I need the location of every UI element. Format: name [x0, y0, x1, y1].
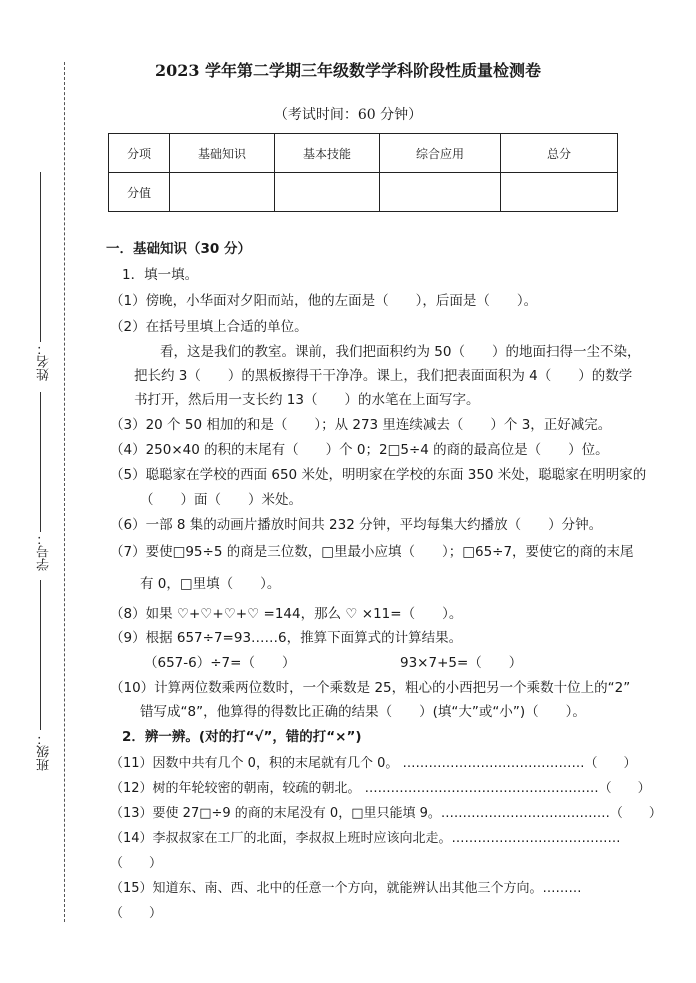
score-header-cell: 基础知识: [170, 134, 275, 173]
question-3: （3）20 个 50 相加的和是（ ）；从 273 里连续减去（ ）个 3，正好减完。: [110, 417, 612, 433]
question-10-line-2: 错写成“8”，他算得的得数比正确的结果（ ）(填“大”或“小”)（ ）。: [140, 704, 586, 720]
question-4: （4）250×40 的积的末尾有（ ）个 0；2□5÷4 的商的最高位是（ ）位。: [110, 442, 609, 458]
question-7-line-1: （7）要使□95÷5 的商是三位数，□里最小应填（ ）；□65÷7，要使它的商的末尾: [110, 544, 634, 560]
class-underline: [40, 580, 41, 730]
student-number-underline: [40, 392, 41, 532]
question-2: （2）在括号里填上合适的单位。: [110, 319, 308, 335]
question-5-line-1: （5）聪聪家在学校的西面 650 米处，明明家在学校的东面 350 米处，聪聪家在明明家的: [110, 467, 647, 483]
question-15-answer[interactable]: （ ）: [110, 906, 163, 921]
score-input-cell[interactable]: [501, 173, 618, 212]
section-heading: 一．基础知识（30 分）: [106, 241, 251, 257]
question-2-line-2: 把长约 3（ ）的黑板擦得干干净净。课上，我们把表面面积为 4（ ）的数学: [134, 368, 633, 384]
question-9-calc-a: （657-6）÷7=（ ）: [144, 655, 296, 671]
class-label: 班级：: [37, 732, 52, 771]
question-14: （14）李叔叔家在工厂的北面，李叔叔上班时应该向北走。…………………………………: [110, 831, 621, 846]
question-14-answer[interactable]: （ ）: [110, 856, 163, 871]
question-7-line-2: 有 0，□里填（ ）。: [140, 576, 281, 592]
question-2-line-3: 书打开，然后用一支长约 13（ ）的水笔在上面写字。: [134, 392, 480, 408]
question-15: （15）知道东、南、西、北中的任意一个方向，就能辨认出其他三个方向。………: [110, 881, 582, 896]
question-1: （1）傍晚，小华面对夕阳而站，他的左面是（ ），后面是（ ）。: [110, 293, 538, 309]
score-input-cell[interactable]: [170, 173, 275, 212]
score-header-cell: 总分: [501, 134, 618, 173]
score-table: [108, 133, 618, 212]
part-heading: 1．填一填。: [122, 267, 199, 283]
score-input-cell[interactable]: [380, 173, 501, 212]
question-10-line-1: （10）计算两位数乘两位数时，一个乘数是 25，粗心的小西把另一个乘数十位上的“2”: [110, 680, 631, 696]
question-2-line-1: 看，这是我们的教室。课前，我们把面积约为 50（ ）的地面扫得一尘不染，: [160, 344, 641, 360]
name-label: 姓名：: [37, 342, 52, 381]
score-table-value-row: [109, 173, 618, 212]
student-number-label: 学号：: [37, 532, 52, 571]
score-header-cell: 分项: [109, 134, 170, 173]
exam-title: 2023 学年第二学期三年级数学学科阶段性质量检测卷: [154, 61, 542, 80]
question-9: （9）根据 657÷7=93……6，推算下面算式的计算结果。: [110, 630, 463, 646]
score-input-cell[interactable]: [275, 173, 380, 212]
question-12: （12）树的年轮较密的朝南，较疏的朝北。 ………………………………………………（ ）: [110, 781, 651, 796]
question-5-line-2: （ ）面（ ）米处。: [140, 492, 302, 508]
score-row-label: 分值: [109, 173, 170, 212]
question-9-calc-b: 93×7+5=（ ）: [400, 655, 523, 671]
name-underline: [40, 172, 41, 342]
question-6: （6）一部 8 集的动画片播放时间共 232 分钟，平均每集大约播放（ ）分钟。: [110, 517, 603, 533]
exam-duration: （考试时间：60 分钟）: [273, 107, 423, 123]
score-header-cell: 综合应用: [380, 134, 501, 173]
question-8: （8）如果 ♡+♡+♡+♡ =144，那么 ♡ ×11=（ ）。: [110, 606, 463, 622]
part-heading: 2．辨一辨。(对的打“√”，错的打“×”): [122, 729, 362, 745]
question-13: （13）要使 27□÷9 的商的末尾没有 0，□里只能填 9。…………………………………（ ）: [110, 806, 662, 821]
score-table-header-row: [109, 134, 618, 173]
question-11: （11）因数中共有几个 0，积的末尾就有几个 0。 ……………………………………（ ）: [110, 756, 637, 771]
binding-dashed-line: [64, 62, 65, 922]
score-header-cell: 基本技能: [275, 134, 380, 173]
